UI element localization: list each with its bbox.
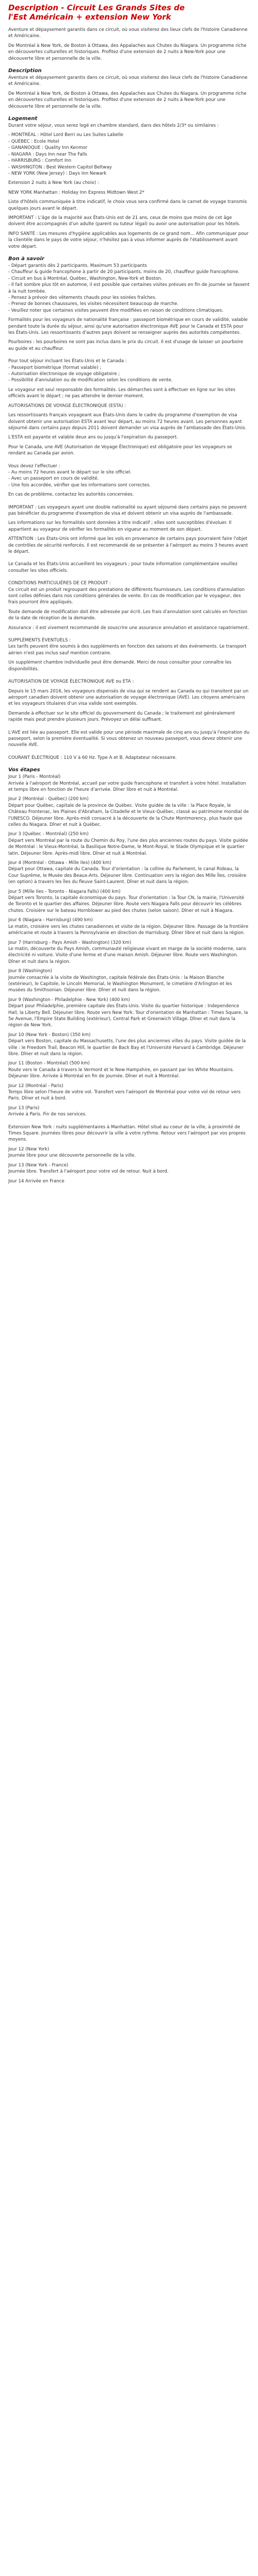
section-paragraph (8, 536, 250, 555)
text-line: Un supplément chambre individuelle peut être demandé. Merci de nous consulter pour connaître les disponibilités. (8, 660, 232, 672)
content-section (8, 637, 250, 672)
text-line: Journée libre. Transfert à l'aéroport pour votre vol de retour. Nuit à bord. (8, 1169, 169, 1175)
text-line: Jour 4 (Montréal - Ottawa - Mille Iles) (400 km) (8, 860, 111, 866)
text-line: Jour 12 (Montréal - Paris) (8, 1083, 63, 1089)
text-line: Temps libre selon l'heure de votre vol. Transfert vers l'aéroport de Montréal pour votre vol de retour vers Paris. Dîner et nuit à bord. (8, 1090, 241, 1101)
text-line: COURANT ÉLECTRIQUE : 110 V à 60 Hz. Type A et B. Adaptateur nécessaire. (8, 755, 177, 760)
content-section (8, 27, 250, 62)
content-section (8, 767, 250, 1118)
section-paragraph (8, 412, 250, 431)
section-paragraph (8, 1032, 250, 1058)
section-paragraph (8, 339, 250, 352)
section-paragraph (8, 1178, 250, 1184)
text-line: Extension New York : nuits supplémentaires à Manhattan. Hôtel situé au coeur de la ville, à proximité de Times Square. Journées libres pour découvrir la ville à votre rythme. Retour vers l'aéroport par vos propres moyens. (8, 1124, 246, 1143)
page-title-line-1: Description - Circuit Les Grands Sites de (8, 3, 185, 12)
text-line: De Montréal à New York, de Boston à Ottawa, des Appalaches aux Chutes du Niagara. Un programme riche en découvertes culturelles et historiques. Profitez d'une extension de 2 nuits à New-York pour une découverte libre et personnelle de la ville. (8, 43, 247, 61)
text-line: Assurance : il est vivement recommandé de souscrire une assurance annulation et assistance rapatriement. (8, 625, 249, 631)
text-line: Jour 14 Arrivée en France (8, 1178, 64, 1184)
page-title-line-2: l'Est Américain + extension New York (8, 12, 171, 22)
text-line: Route vers le Canada à travers le Vermont et le New Hampshire, en passant par les White Mountains. Déjeuner libre. Arrivée à Montréal en fin de journée. Dîner et nuit à Montréal. (8, 1067, 234, 1079)
section-paragraph (8, 317, 250, 336)
section-heading: Bon à savoir (8, 256, 44, 262)
content-section (8, 730, 250, 749)
text-line: - GANANOQUE : Quality Inn Kenmor (8, 145, 88, 151)
text-line: - Autorisation électronique de voyage obligatoire ; (8, 371, 120, 377)
section-paragraph (8, 434, 250, 440)
section-paragraph (8, 831, 250, 857)
content-section (8, 358, 250, 456)
text-line: Jour 11 (Boston - Montréal) (500 km) (8, 1061, 90, 1066)
section-paragraph (8, 860, 250, 886)
text-line: Jour 9 (Washington - Philadelphie - New York) (400 km) (8, 997, 130, 1003)
text-line: Toute demande de modification doit être adressée par écrit. Les frais d'annulation sont calculés en fonction de la date de réception de la demande. (8, 609, 248, 621)
text-line: CONDITIONS PARTICULIÈRES DE CE PRODUIT : (8, 581, 111, 586)
section-paragraph (8, 997, 250, 1029)
section-paragraph (8, 520, 250, 533)
section-paragraph (8, 27, 250, 40)
text-line: - Il fait sombre plus tôt en automne, il est possible que certaines visites prévues en fin de journée se fassent à la nuit tombée. (8, 282, 250, 294)
text-line: - MONTRÉAL : Hôtel Lord Berri ou Les Suites Labelle (8, 132, 123, 138)
description-page (0, 0, 258, 1184)
section-paragraph (8, 796, 250, 828)
text-line: Jour 10 (New York - Boston) (350 km) (8, 1032, 91, 1038)
text-line: Les ressortissants français voyageant aux États-Unis dans le cadre du programme d'exemption de visa doivent obtenir une autorisation ESTA avant leur départ, au moins 72 heures avant. Les personnes ayant séjourné dans certains pays depuis 2011 doivent demander un visa auprès de l'ambassade des États-Unis. (8, 413, 247, 431)
text-line: Le voyageur est seul responsable des formalités. Les démarches sont à effectuer en ligne sur les sites officiels avant le départ ; ne pas attendre le dernier moment. (8, 387, 236, 399)
section-paragraph (8, 463, 250, 489)
section-heading: Description (8, 68, 42, 74)
text-line: L'ESTA est payante et valable deux ans ou jusqu'à l'expiration du passeport. (8, 435, 178, 440)
content-section (8, 256, 250, 352)
content-section (8, 463, 250, 498)
text-line: Formalités pour les voyageurs de nationalité française : passeport biométrique en cours de validité, valable pendant toute la durée du séjour, ainsi qu'une autorisation électronique AVE pour le Canada et ESTA pour les États-Unis. Les ressortissants d'autres pays doivent se renseigner auprès des autorités compétentes. (8, 317, 248, 336)
text-line: Journée libre pour une découverte personnelle de la ville. (8, 1153, 136, 1159)
content-section (8, 1124, 250, 1184)
text-line: Jour 8 (Washington) (8, 969, 52, 974)
text-line: Départ pour Philadelphie, première capitale des États-Unis. Visite du quartier historique : Independence Hall, la Liberty Bell. Déjeuner libre. Route vers New York. Tour d'orientation de Manhattan : Times Square, la 5e Avenue, l'Empire State Building (extérieur), Central Park et Greenwich Village. Dîner et nuit dans la région de New York. (8, 1004, 248, 1028)
text-line: Le matin, découverte du Pays Amish, communauté religieuse vivant en marge de la société moderne, sans électricité ni voiture. Visite d'une ferme et d'une maison Amish. Déjeuner libre. Route vers Washington. Dîner et nuit dans la région. (8, 946, 246, 964)
text-line: Jour 13 (New York - France) (8, 1162, 69, 1168)
text-line: De Montréal à New York, de Boston à Ottawa, des Appalaches aux Chutes du Niagara. Un programme riche en découvertes culturelles et historiques. Profitez d'une extension de 2 nuits à New-York pour une découverte libre et personnelle de la ville. (8, 91, 247, 109)
section-paragraph (8, 387, 250, 400)
text-line: Départ pour Ottawa, capitale du Canada. Tour d'orientation : la colline du Parlement, le canal Rideau, la Cour Suprême, le Musée des Beaux-Arts. Déjeuner libre. Continuation vers la région des Mille Îles, croisière (en option) à travers les îles du fleuve Saint-Laurent. Dîner et nuit dans la région. (8, 867, 247, 885)
section-paragraph (8, 215, 250, 228)
text-line: Demande à effectuer sur le site officiel du gouvernement du Canada ; le traitement est généralement rapide mais peut prendre plusieurs jours. Prévoyez un délai suffisant. (8, 710, 235, 723)
section-paragraph (8, 889, 250, 914)
text-line: Depuis le 15 mars 2016, les voyageurs dispensés de visa qui se rendent au Canada ou qui transitent par un aéroport canadien doivent obtenir une autorisation de voyage électronique (AVE). Les citoyens américains et les voyageurs titulaires d'un visa valide sont exemptés. (8, 688, 249, 707)
content-section (8, 116, 250, 250)
text-line: - Circuit en bus à Montréal, Québec, Washington, New-York et Boston. (8, 276, 163, 281)
text-line: INFO SANTÉ : Les mesures d'hygiène applicables aux logements de ce grand nom... Afin communiquer pour la clientèle dans le pays de votre séjour, n'hésitez pas à vous informer auprès de l'établissement avant votre départ. (8, 231, 249, 249)
text-line: Aventure et dépaysement garantis dans ce circuit, où vous visiterez des lieux clefs de l'histoire Canadienne et Américaine. (8, 75, 248, 87)
text-line: - QUÉBEC : Ecole Hotel (8, 139, 59, 144)
section-paragraph (8, 561, 250, 574)
text-line: Liste d'hôtels communiquée à titre indicatif, le choix vous sera confirmé dans le carnet de voyage transmis quelques jours avant le départ. (8, 199, 247, 211)
section-paragraph (8, 688, 250, 707)
text-line: - Possibilité d'annulation ou de modification selon les conditions de vente. (8, 378, 173, 383)
text-line: NEW YORK Manhattan : Holiday Inn Express Midtown West 2* (8, 190, 144, 195)
content-section (8, 504, 250, 555)
section-paragraph (8, 1060, 250, 1079)
section-paragraph (8, 755, 250, 761)
section-paragraph (8, 132, 250, 177)
text-line: Ce circuit est un produit regroupant des prestations de différents fournisseurs. Les conditions d'annulation sont celles définies dans nos conditions générales de vente. En cas de modification par le voyageur, des frais pourront être appliqués. (8, 587, 245, 605)
section-heading: Logement (8, 116, 38, 122)
content-section (8, 679, 250, 723)
content-section (8, 580, 250, 631)
section-paragraph (8, 492, 250, 498)
section-paragraph (8, 403, 250, 409)
text-line: Départ vers Montréal par la route du Chemin du Roy, l'une des plus anciennes routes du pays. Visite guidée de Montréal : le Vieux-Montréal, la Basilique Notre-Dame, le Mont-Royal, le Stade Olympique et le quartier latin. Déjeuner libre. Après-midi libre. Dîner et nuit à Montréal. (8, 838, 248, 856)
text-line: AUTORISATIONS DE VOYAGE ÉLECTRONIQUE (ESTA) : (8, 403, 126, 409)
text-line: Pour tout séjour incluant les États-Unis et le Canada : (8, 359, 127, 364)
text-line: Jour 7 (Harrisburg - Pays Amish - Washington) (320 km) (8, 940, 132, 945)
section-paragraph (8, 444, 250, 457)
text-line: SUPPLÉMENTS ÉVENTUELS : (8, 638, 71, 643)
text-line: - NIAGARA : Days Inn near The Falls (8, 151, 87, 157)
section-paragraph (8, 358, 250, 384)
section-paragraph (8, 199, 250, 212)
text-line: - Passeport biométrique (format valable) ; (8, 365, 102, 370)
text-line: Extension 2 nuits à New York (au choix) : (8, 180, 99, 186)
text-line: AUTORISATION DE VOYAGE ÉLECTRONIQUE AVE ou ETA : (8, 679, 134, 685)
text-line: - NEW YORK (New Jersey) : Days Inn Newark (8, 171, 107, 176)
text-line: Aventure et dépaysement garantis dans ce circuit, où vous visiterez des lieux clefs de l'histoire Canadienne et Américaine. (8, 27, 248, 39)
text-line: Vous devez l'effectuer : (8, 463, 60, 469)
text-line: - Une fois accordée, vérifier que les informations sont correctes. (8, 482, 151, 488)
text-line: - HARRISBURG : Comfort Inn (8, 158, 72, 164)
text-line: Départ vers Toronto, la capitale économique du pays. Tour d'orientation : la Tour CN, la mairie, l'Université de Toronto et le quartier des affaires. Déjeuner libre. Route vers Niagara Falls pour découvrir les célèbres chutes. Croisière sur le bateau Hornblower au pied des chutes (selon saison). Dîner et nuit à Niagara. (8, 895, 245, 913)
text-line: - WASHINGTON : Best Western Capitol Beltway (8, 164, 112, 170)
text-line: Départ vers Boston, capitale du Massachusetts, l'une des plus anciennes villes du pays. Visite guidée de la ville : le Freedom Trail, Beacon Hill, le quartier de Back Bay et l'Université Harvard à Cambridge. Déjeuner libre. Dîner et nuit dans la région. (8, 1039, 246, 1057)
section-paragraph (8, 263, 250, 314)
content-section (8, 68, 250, 110)
section-paragraph (8, 774, 250, 793)
text-line: Journée consacrée à la visite de Washington, capitale fédérale des États-Unis : la Maison Blanche (extérieur), le Capitole, le Lincoln Memorial, le Washington Monument, le cimetière d'Arlington et les musées du Smithsonian. Déjeuner libre. Dîner et nuit dans la région. (8, 975, 232, 993)
text-line: Les informations sur les formalités sont données à titre indicatif ; elles sont susceptibles d'évoluer. Il appartient au voyageur de vérifier les formalités en vigueur au moment de son départ. (8, 520, 232, 532)
text-line: - Départ garantis dès 2 participants. Maximum 53 participants (8, 263, 147, 268)
section-paragraph (8, 123, 250, 129)
section-paragraph (8, 580, 250, 606)
text-line: - Chauffeur & guide francophone à partir de 20 participants, moins de 20, chauffeur guide francophone. (8, 269, 239, 275)
text-line: Arrivée à l'aéroport de Montréal, accueil par votre guide francophone et transfert à votre hôtel. Installation et temps libre en fonction de l'heure d'arrivée. Dîner libre et nuit à Montréal. (8, 781, 246, 792)
text-line: - Au moins 72 heures avant le départ sur le site officiel. (8, 469, 132, 475)
content-sections (8, 27, 250, 1184)
text-line: Jour 3 (Québec - Montréal) (250 km) (8, 832, 89, 837)
section-paragraph (8, 504, 250, 517)
section-paragraph (8, 968, 250, 994)
page-title (8, 3, 250, 22)
section-paragraph (8, 625, 250, 631)
section-paragraph (8, 730, 250, 749)
section-paragraph (8, 637, 250, 656)
text-line: Jour 5 (Mille Iles - Toronto - Niagara Falls) (400 km) (8, 889, 121, 894)
text-line: IMPORTANT : L'âge de la majorité aux États-Unis est de 21 ans, ceux de moins que moins de cet âge doivent être accompagnés d'un adulte (parent ou tuteur légal) ou avoir une autorisation pour les hôtels. (8, 215, 240, 227)
text-line: ATTENTION : Les États-Unis ont informé que les vols en provenance de certains pays pourraient faire l'objet de contrôles de sécurité renforcés. Il est recommandé de se présenter à l'aéroport au moins 3 heures avant le départ. (8, 536, 248, 554)
content-section (8, 561, 250, 574)
section-paragraph (8, 1083, 250, 1102)
content-section (8, 755, 250, 761)
section-paragraph (8, 75, 250, 88)
section-paragraph (8, 1146, 250, 1159)
text-line: - Pensez à prévoir des vêtements chauds pour les soirées fraîches. (8, 295, 157, 300)
text-line: - Avec un passeport en cours de validité. (8, 476, 99, 482)
section-paragraph (8, 679, 250, 685)
section-heading: Vos étapes (8, 767, 40, 773)
section-paragraph (8, 609, 250, 622)
text-line: Jour 1 (Paris - Montréal) (8, 774, 61, 780)
text-line: Les tarifs peuvent être soumis à des suppléments en fonction des saisons et des événements. Le transport aérien n'est pas inclus sauf mention contraire. (8, 644, 247, 656)
text-line: Jour 6 (Niagara - Harrisburg) (490 km) (8, 918, 93, 923)
text-line: En cas de problème, contactez les autorités concernées. (8, 492, 134, 498)
text-line: Le Canada et les États-Unis accueillent les voyageurs ; pour toute information complémentaire veuillez consulter les sites officiels. (8, 562, 238, 573)
section-paragraph (8, 1162, 250, 1175)
section-paragraph (8, 180, 250, 186)
section-paragraph (8, 231, 250, 250)
section-paragraph (8, 91, 250, 110)
text-line: Jour 13 (Paris) (8, 1105, 40, 1111)
text-line: IMPORTANT : Les voyageurs ayant une double nationalité ou ayant séjourné dans certains pays ne peuvent pas bénéficier du programme d'exemption de visa et doivent obtenir un visa auprès de l'ambassade. (8, 504, 247, 516)
text-line: Départ pour Québec, capitale de la province de Québec. Visite guidée de la ville : la Place Royale, le Château Frontenac, les Plaines d'Abraham, la Citadelle et le Vieux-Québec, classé au patrimoine mondial de l'UNESCO. Déjeuner libre. Après-midi consacré à la découverte de la Chute Montmorency, plus haute que celles du Niagara. Dîner et nuit à Québec. (8, 803, 249, 827)
section-paragraph (8, 940, 250, 965)
section-paragraph (8, 917, 250, 936)
text-line: L'AVE est liée au passeport. Elle est valide pour une période maximale de cinq ans ou jusqu'à l'expiration du passeport, selon la première éventualité. Si vous obtenez un nouveau passeport, vous devez obtenir une nouvelle AVE. (8, 730, 250, 748)
text-line: Durant votre séjour, vous serez logé en chambre standard, dans des hôtels 2/3* ou similaires : (8, 123, 219, 129)
text-line: Le matin, croisière vers les chutes canadiennes et visite de la région. Déjeuner libre. Passage de la frontière américaine et route à travers la Pennsylvanie en direction de Harrisburg. Dîner libre et nuit dans la région. (8, 924, 249, 936)
text-line: Pourboires : les pourboires ne sont pas inclus dans le prix du circuit. Il est d'usage de laisser un pourboire au guide et au chauffeur. (8, 340, 244, 351)
text-line: - Prenez de bonnes chaussures, les visites nécessitent beaucoup de marche. (8, 301, 179, 307)
text-line: Arrivée à Paris. Fin de nos services. (8, 1112, 87, 1117)
text-line: Jour 12 (New York) (8, 1146, 50, 1152)
section-paragraph (8, 659, 250, 672)
section-paragraph (8, 43, 250, 62)
text-line: Jour 2 (Montréal - Québec) (200 km) (8, 796, 89, 802)
section-paragraph (8, 710, 250, 723)
section-paragraph (8, 1124, 250, 1143)
section-paragraph (8, 190, 250, 196)
section-paragraph (8, 1105, 250, 1118)
text-line: - Veuillez noter que certaines visites peuvent être modifiées en raison de conditions climatiques. (8, 308, 223, 313)
text-line: Pour le Canada, une AVE (Autorisation de Voyage Électronique) est obligatoire pour les voyageurs se rendant au Canada par avion. (8, 444, 232, 456)
